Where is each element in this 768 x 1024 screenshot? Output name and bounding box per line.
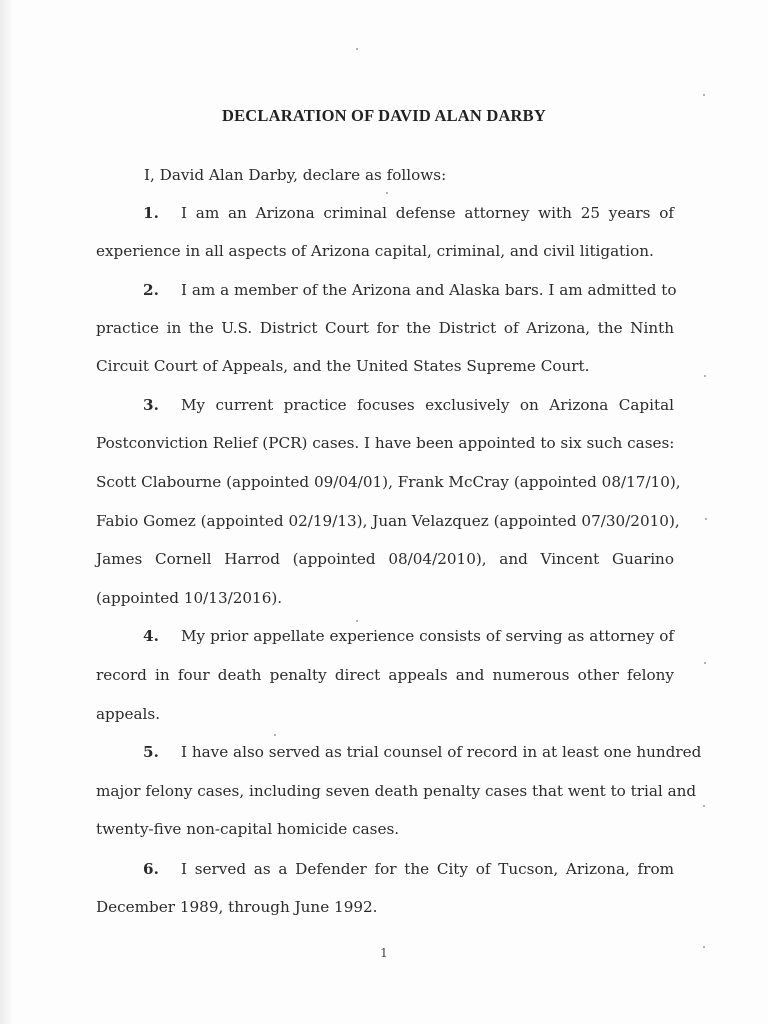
paragraph-4-line-2: record in four death penalty direct appeals and numerous other felony (96, 666, 674, 684)
scan-speck (356, 620, 358, 622)
paragraph-5-line-3: twenty-five non-capital homicide cases. (96, 820, 400, 838)
paragraph-2-line-3: Circuit Court of Appeals, and the United States Supreme Court. (96, 357, 590, 375)
paragraph-3-text-1: My current practice focuses exclusively on Arizona Capital (181, 396, 674, 414)
paragraph-3-line-2: Postconviction Relief (PCR) cases. I have been appointed to six such cases: (96, 434, 675, 452)
paragraph-5-number: 5. (143, 743, 159, 761)
intro-line: I, David Alan Darby, declare as follows: (144, 166, 447, 184)
paragraph-3-number: 3. (143, 396, 159, 414)
scan-speck (704, 375, 706, 377)
paragraph-6-text-1: I served as a Defender for the City of Tucson, Arizona, from (181, 860, 674, 878)
paragraph-4-text-1: My prior appellate experience consists of serving as attorney of (181, 627, 674, 645)
paragraph-2-text-1: I am a member of the Arizona and Alaska bars. I am admitted to (181, 281, 677, 299)
paragraph-6-number: 6. (143, 860, 159, 878)
scan-speck (386, 192, 388, 194)
scan-speck (703, 805, 705, 807)
paragraph-5-text-1: I have also served as trial counsel of record in at least one hundred (181, 743, 702, 761)
paragraph-2-line-1 (143, 281, 677, 299)
scan-speck (356, 48, 358, 50)
document-title: DECLARATION OF DAVID ALAN DARBY (221, 106, 546, 125)
paragraph-3-line-5: James Cornell Harrod (appointed 08/04/2010), and Vincent Guarino (96, 550, 674, 568)
scan-speck (274, 734, 276, 736)
page-number: 1 (380, 946, 388, 960)
paragraph-1-line-1 (143, 204, 674, 222)
scan-speck (704, 662, 706, 664)
scan-speck (703, 946, 705, 948)
paragraph-5-line-2: major felony cases, including seven death penalty cases that went to trial and (96, 782, 697, 800)
scan-speck (705, 518, 707, 520)
paragraph-6-line-1 (143, 860, 674, 878)
paragraph-4-line-1 (143, 627, 674, 645)
paragraph-2-line-2: practice in the U.S. District Court for the District of Arizona, the Ninth (96, 319, 674, 337)
scan-edge-shadow (0, 0, 14, 1024)
paragraph-3-line-6: (appointed 10/13/2016). (96, 589, 283, 607)
paragraph-1-number: 1. (143, 204, 159, 222)
paragraph-6-line-2: December 1989, through June 1992. (96, 898, 378, 916)
paragraph-3-line-3: Scott Clabourne (appointed 09/04/01), Frank McCray (appointed 08/17/10), (96, 473, 681, 491)
paragraph-4-line-3: appeals. (96, 705, 161, 723)
scan-speck (703, 94, 705, 96)
paragraph-1-line-2: experience in all aspects of Arizona capital, criminal, and civil litigation. (96, 242, 654, 260)
paragraph-1-text-1: I am an Arizona criminal defense attorney with 25 years of (181, 204, 674, 222)
paragraph-2-number: 2. (143, 281, 159, 299)
paragraph-3-line-4: Fabio Gomez (appointed 02/19/13), Juan Velazquez (appointed 07/30/2010), (96, 512, 680, 530)
paragraph-3-line-1 (143, 396, 674, 414)
paragraph-4-number: 4. (143, 627, 159, 645)
paragraph-5-line-1 (143, 743, 702, 761)
